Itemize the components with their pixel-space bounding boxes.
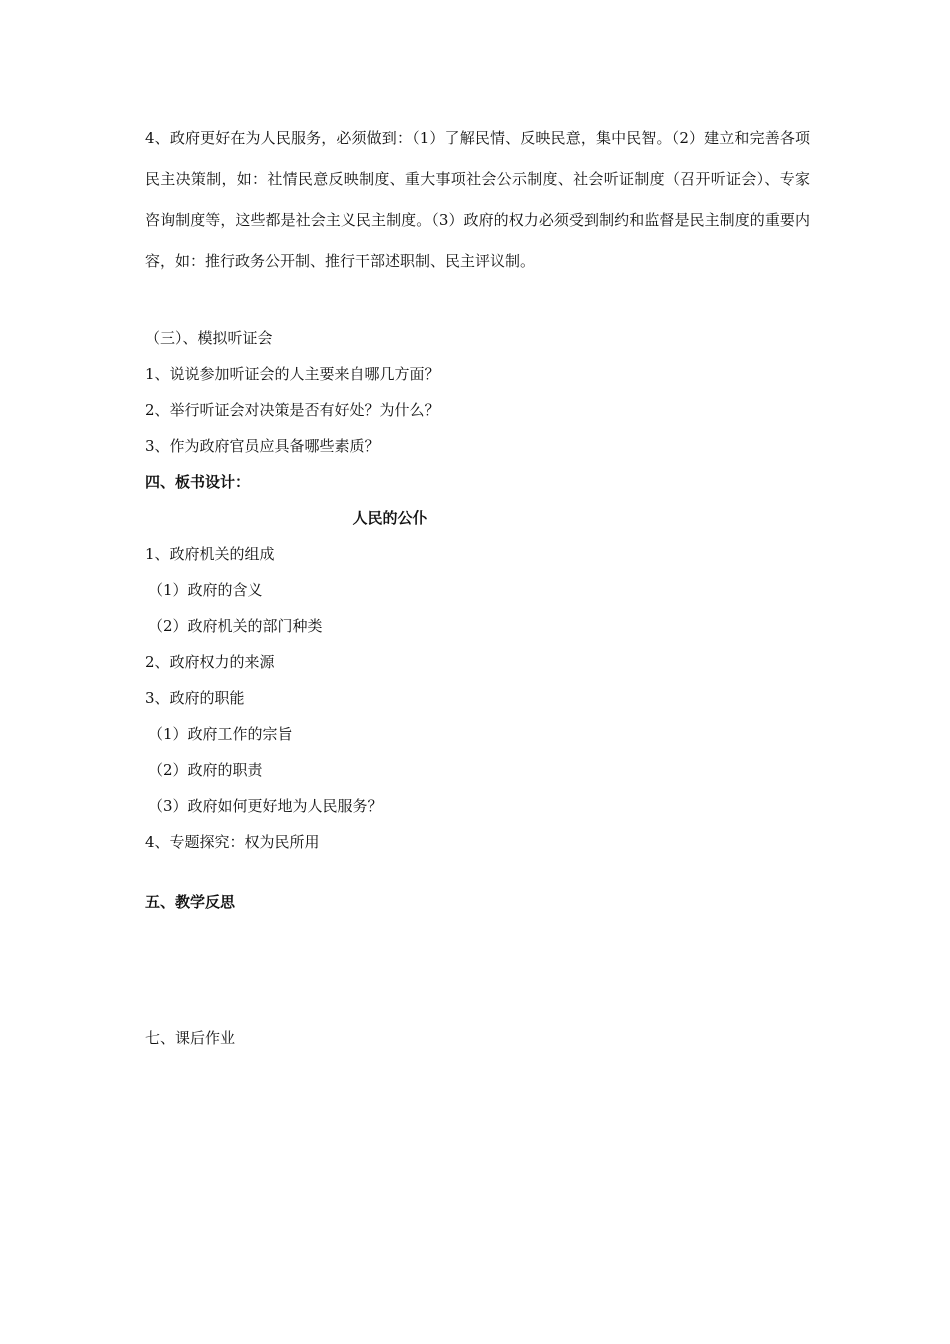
board-design-heading: 四、板书设计： xyxy=(145,473,251,491)
board-item-1-2: （2）政府机关的部门种类 xyxy=(148,617,323,635)
hearing-question-2: 2、举行听证会对决策是否有好处？为什么？ xyxy=(145,401,440,419)
board-design-title: 人民的公仆 xyxy=(352,509,428,527)
reflection-heading: 五、教学反思 xyxy=(145,893,236,911)
board-item-3-1: （1）政府工作的宗旨 xyxy=(148,725,293,743)
board-item-3-3: （3）政府如何更好地为人民服务？ xyxy=(148,797,383,815)
hearing-question-3: 3、作为政府官员应具备哪些素质？ xyxy=(145,437,380,455)
board-item-1: 1、政府机关的组成 xyxy=(145,545,275,563)
board-item-2: 2、政府权力的来源 xyxy=(145,653,275,671)
board-item-3: 3、政府的职能 xyxy=(145,689,245,707)
homework-heading: 七、课后作业 xyxy=(145,1029,236,1047)
board-item-3-2: （2）政府的职责 xyxy=(148,761,263,779)
hearing-question-1: 1、说说参加听证会的人主要来自哪几方面？ xyxy=(145,365,440,383)
section-hearing-title: （三）、模拟听证会 xyxy=(145,329,273,347)
board-item-1-1: （1）政府的含义 xyxy=(148,581,263,599)
paragraph-government-service: 4、政府更好在为人民服务，必须做到：（1）了解民情、反映民意，集中民智。（2）建立和完善各项民主决策制，如：社情民意反映制度、重大事项社会公示制度、社会听证制度（召开听证会）、专家咨询制度等，这些都是社会主义民主制度。（3）政府的权力必须受到制约和监督是民主制度的重要内容，如：推行政务公开制、推行干部述职制、民主评议制。 xyxy=(145,129,810,270)
board-item-4: 4、专题探究：权为民所用 xyxy=(145,833,320,851)
